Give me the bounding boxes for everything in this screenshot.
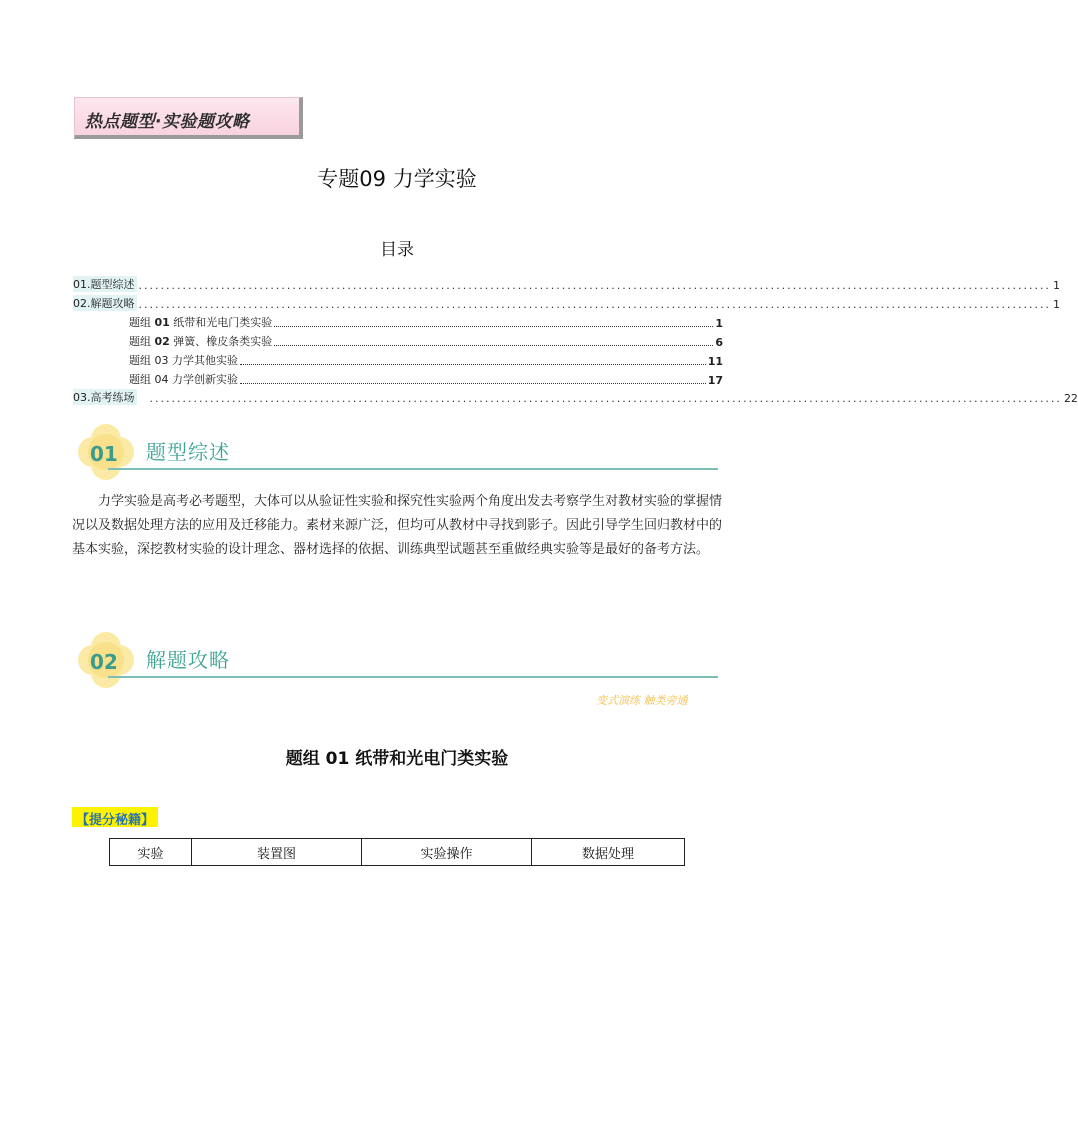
toc-entry-label: 01.题型综述 (73, 278, 135, 291)
toc-leader: ...................................................................................................................................................................... (138, 279, 1051, 292)
table-header-cell: 实验操作 (362, 839, 532, 865)
toc-entry-overview[interactable] (73, 276, 1060, 292)
section-divider (108, 676, 718, 678)
toc-leader (274, 336, 713, 346)
section-number: 01 (90, 442, 118, 466)
overview-paragraph: 力学实验是高考必考题型，大体可以从验证性实验和探究性实验两个角度出发去考察学生对教材实验的掌握情况以及数据处理方法的应用及迁移能力。素材来源广泛，但均可从教材中寻找到影子。因此引导学生回归教材中的基本实验，深挖教材实验的设计理念、器材选择的依据、训练典型试题甚至重做经典实验等是最好的备考方法。 (72, 494, 723, 557)
section-title: 解题攻略 (146, 648, 230, 672)
toc-leader (240, 355, 706, 365)
toc-entry-page: 11 (707, 355, 723, 368)
toc-entry-label: 题组 04 力学创新实验 (129, 373, 238, 386)
document-title: 专题09 力学实验 (317, 167, 477, 191)
toc-entry-exam-practice[interactable] (73, 389, 1078, 405)
toc-entry-page: 17 (707, 374, 723, 387)
toc-entry-strategy[interactable] (73, 295, 1060, 311)
toc-entry-group-03[interactable] (129, 352, 723, 368)
toc-entry-page: 1 (1052, 298, 1060, 311)
toc-entry-label: 03.高考练场 (73, 391, 135, 404)
toc-entry-group-01[interactable] (129, 314, 723, 330)
toc-entry-label: 02.解题攻略 (73, 297, 135, 310)
toc-heading: 目录 (380, 240, 414, 260)
table-header-cell: 实验 (110, 839, 192, 865)
table-header-cell: 装置图 (192, 839, 362, 865)
experiment-table (109, 838, 685, 866)
toc-entry-group-02[interactable] (129, 333, 723, 349)
banner (74, 97, 303, 139)
section-header-strategy (78, 632, 718, 692)
toc-entry-page: 6 (715, 336, 723, 349)
group-title: 题组 01 纸带和光电门类实验 (285, 749, 509, 769)
section-header-overview (78, 424, 718, 484)
tip-badge: 【提分秘籍】 (72, 807, 158, 827)
toc-leader (240, 374, 706, 384)
slogan: 变式演练 触类旁通 (596, 694, 688, 707)
section-number: 02 (90, 650, 118, 674)
table-header-cell: 数据处理 (581, 847, 634, 862)
section-title: 题型综述 (146, 440, 230, 464)
section-divider (108, 468, 718, 470)
toc-entry-group-04[interactable] (129, 371, 723, 387)
toc-entry-page: 1 (1052, 279, 1060, 292)
toc-leader: ...................................................................................................................................................................... (138, 298, 1051, 311)
toc-leader: ...................................................................................................................................................................... (138, 392, 1062, 405)
toc-entry-label: 题组 01 纸带和光电门类实验 (129, 316, 273, 329)
toc-entry-label: 题组 02 弹簧、橡皮条类实验 (129, 335, 273, 348)
toc-leader (274, 317, 713, 327)
toc-entry-page: 1 (715, 317, 723, 330)
toc-entry-label: 题组 03 力学其他实验 (129, 354, 238, 367)
toc-entry-page: 22 (1063, 392, 1078, 405)
banner-label: 热点题型·实验题攻略 (85, 112, 250, 132)
